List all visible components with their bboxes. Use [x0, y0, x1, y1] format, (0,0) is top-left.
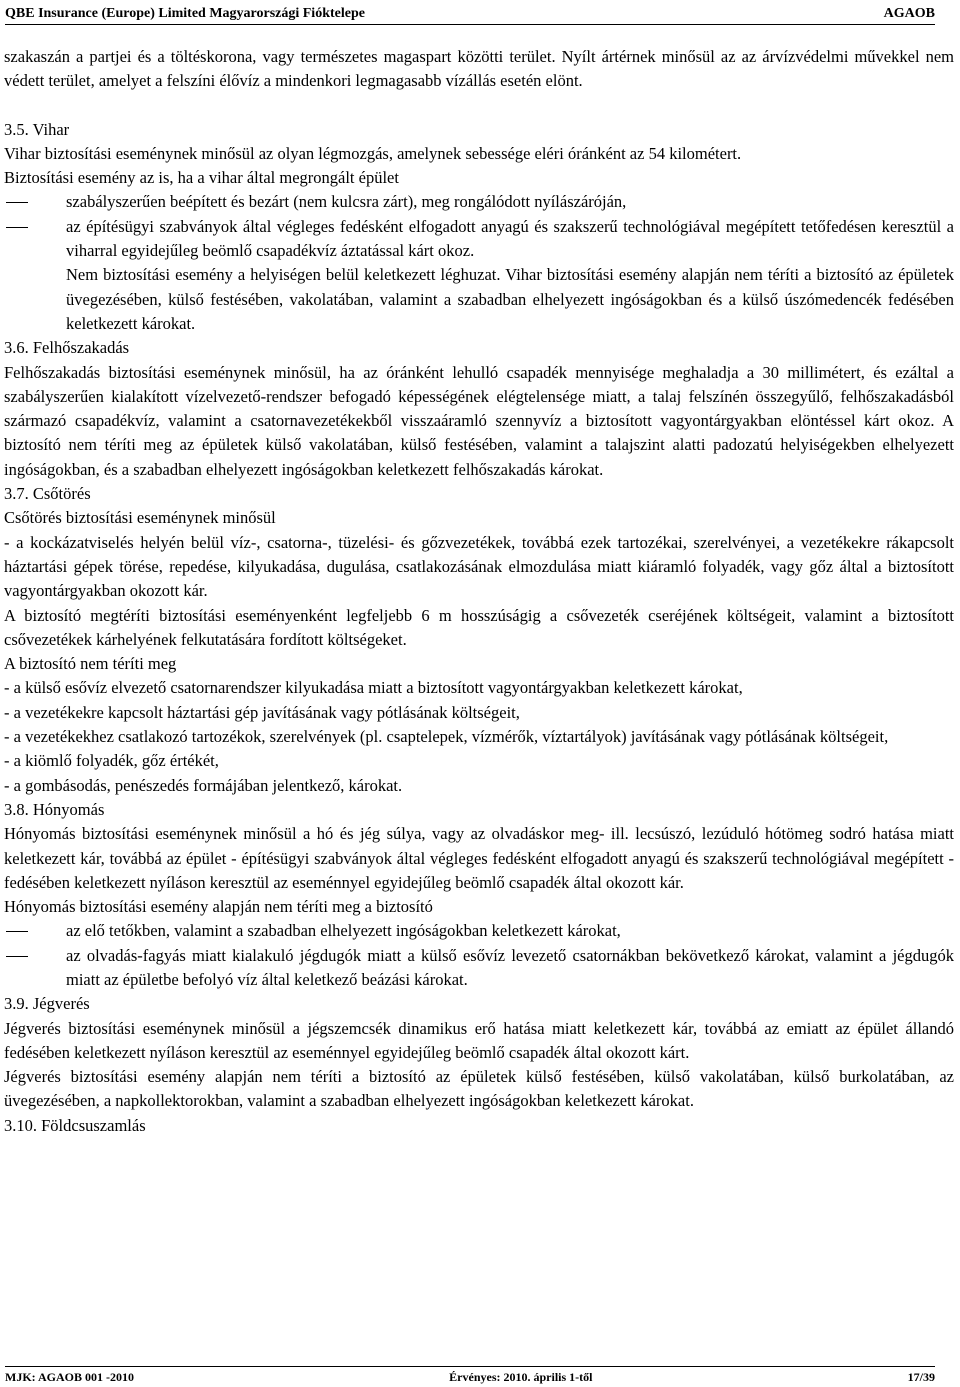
jegveres-definition: Jégverés biztosítási eseménynek minősül a jégszemcsék dinamikus erő hatása miatt keletkezett kár, továbbá az emiatt az épület állandó fedésében keletkezett nyíláson keresztül az eseménnyel egyidejűleg beömlő csapadék által okozott kárt. [4, 1018, 954, 1062]
honyomas-list [4, 919, 954, 992]
vihar-definition: Vihar biztosítási eseménynek minősül az olyan légmozgás, amelynek sebessége eléri óránként az 54 kilométert. [4, 143, 742, 163]
list-item: az építésügyi szabványok által végleges fedésként elfogadott anyagú és szakszerű technológiával megépített tetőfedésen keresztül a viharral egyidejűleg beömlő csapadékvíz áztatással kárt okoz. [4, 215, 954, 264]
page-header [5, 0, 935, 25]
list-item: az elő tetőkben, valamint a szabadban elhelyezett ingóságokban keletkezett károkat, [4, 919, 954, 943]
footer-page-number: 17/39 [907, 1369, 935, 1384]
vihar-exclusions: Nem biztosítási esemény a helyiségen belül keletkezett léghuzat. Vihar biztosítási esemény alapján nem téríti a biztosító az épületek üvegezésében, külső festésében, vakolatában, valamint a szabadban elhelyezett ingóságokban és a külső úszómedencék fedésében keletkezett károkat. [66, 265, 954, 333]
section-heading-foldcsuszamlas: 3.10. Földcsuszamlás [4, 1115, 146, 1135]
honyomas-exclusions-intro: Hónyomás biztosítási esemény alapján nem téríti meg a biztosító [4, 897, 433, 917]
csotores-exclusions-intro: A biztosító nem téríti meg [4, 654, 177, 674]
csotores-intro: Csőtörés biztosítási eseménynek minősül [4, 508, 276, 528]
list-item: szabályszerűen beépített és bezárt (nem kulcsra zárt), meg rongálódott nyílászáróján, [4, 190, 954, 214]
section-heading-vihar: 3.5. Vihar [4, 119, 70, 139]
honyomas-definition: Hónyomás biztosítási eseménynek minősül a hó és jég súlya, vagy az olvadáskor meg- ill. lecsúszó, lezúduló hótömeg sodró hatása miatt keletkezett kár, továbbá az épület - építésügyi szabványok által végleges fedésként elfogadott anyagú és szakszerű technológiával megépített - fedésében keletkezett nyíláson keresztül az eseménnyel egyidejűleg beömlő csapadék által okozott kár. [4, 824, 954, 892]
list-item: - a vezetékekhez csatlakozó tartozékok, szerelvények (pl. csaptelepek, vízmérők, víztartályok) javításának vagy pótlásának költségeit, [4, 727, 889, 747]
list-item: - a külső esővíz elvezető csatornarendszer kilyukadása miatt a biztosított vagyontárgyakban keletkezett károkat, [4, 678, 743, 698]
list-item: az olvadás-fagyás miatt kialakuló jégdugók miatt a külső esővíz levezető csatornákban bekövetkező károkat, valamint a jégdugók miatt az épületbe befolyó víz által keletkező beázási károkat. [4, 944, 954, 993]
header-company: QBE Insurance (Europe) Limited Magyarországi Fióktelepe [5, 6, 365, 21]
section-heading-jegveres: 3.9. Jégverés [4, 994, 90, 1014]
footer-doc-id: MJK: AGAOB 001 -2010 [5, 1369, 134, 1384]
list-item: - a vezetékekre kapcsolt háztartási gép javításának vagy pótlásának költségeit, [4, 702, 520, 722]
document-body [4, 45, 954, 1138]
list-item: - a gombásodás, penészedés formájában jelentkező, károkat. [4, 775, 403, 795]
section-heading-felhoszakadas: 3.6. Felhőszakadás [4, 338, 130, 358]
jegveres-exclusions: Jégverés biztosítási esemény alapján nem téríti a biztosító az épületek külső festésében, külső vakolatában, külső burkolatában, az üvegezésében, a napkollektorokban, valamint a szabadban elhelyezett ingóságokban keletkezett károkat. [4, 1067, 954, 1111]
section-heading-csotores: 3.7. Csőtörés [4, 484, 91, 504]
section-heading-honyomas: 3.8. Hónyomás [4, 799, 105, 819]
vihar-intro: Biztosítási esemény az is, ha a vihar által megrongált épület [4, 168, 399, 188]
page-footer [5, 1366, 935, 1387]
intro-paragraph: szakaszán a partjei és a töltéskorona, vagy természetes magaspart közötti terület. Nyílt ártérnek minősül az az árvízvédelmi művekkel nem védett terület, amelyet a felszíni élővíz a mindenkori legmagasabb vízállás esetén elönt. [4, 47, 954, 91]
csotores-definition: - a kockázatviselés helyén belül víz-, csatorna-, tüzelési- és gőzvezetékek, továbbá ezek tartozékai, szerelvényei, a vezetékekre rákapcsolt háztartási gépek törése, repedése, kilyukadása, dugulása, csatlakozásának elmozdulása miatt kiáramló folyadék, vagy gőz által a biztosított vagyontárgyakban okozott kár. [4, 532, 954, 601]
footer-validity: Érvényes: 2010. április 1-től [449, 1369, 593, 1384]
felhoszakadas-definition: Felhőszakadás biztosítási eseménynek minősül, ha az óránként lehulló csapadék mennyisége meghaladja a 30 millimétert, és ezáltal a szabályszerűen kialakított vízelvezető-rendszer befogadó képességének elégtelensége miatt, a talaj felszínén összegyűlő, felhőszakadásból származó csapadékvíz, valamint a csatornavezetékekből visszaáramló szennyvíz a biztosított vagyontárgyakban elöntéssel kárt okoz. A biztosító nem téríti meg az épületek külső vakolatában, külső festésében, valamint a talajszint alatti padozatú helyiségekben elhelyezett ingóságokban, és a szabadban elhelyezett ingóságokban keletkezett felhőszakadás károkat. [4, 362, 954, 479]
vihar-list [4, 190, 954, 263]
list-item: - a kiömlő folyadék, gőz értékét, [4, 751, 219, 771]
csotores-coverage: A biztosító megtéríti biztosítási eseményenként legfeljebb 6 m hosszúságig a csővezeték cseréjének költségeit, valamint a biztosított csővezetékek kárhelyének felkutatására fordított költségeket. [4, 605, 954, 649]
header-doc-code: AGAOB [883, 6, 935, 21]
